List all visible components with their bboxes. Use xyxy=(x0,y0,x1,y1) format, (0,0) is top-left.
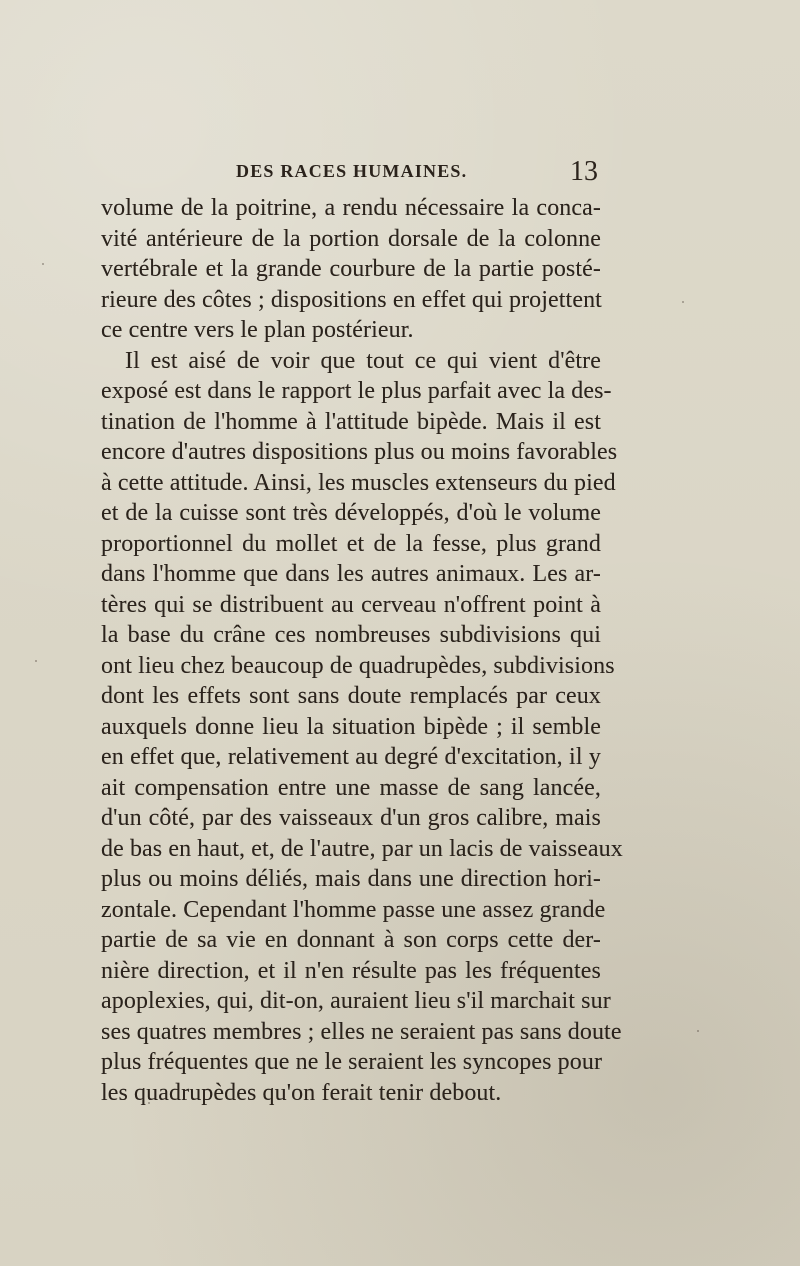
text-line: vité antérieure de la portion dorsale de la colonne xyxy=(101,225,601,252)
text-line: plus fréquentes que ne le seraient les syncopes pour xyxy=(101,1049,603,1075)
text-line: partie de sa vie en donnant à son corps cette der- xyxy=(101,927,601,953)
text-line: auxquels donne lieu la situation bipède ; il semble xyxy=(101,713,601,740)
text-line: plus ou moins déliés, mais dans une direction hori- xyxy=(101,866,601,892)
text-line: zontale. Cependant l'homme passe une assez grande xyxy=(101,896,606,923)
body-text xyxy=(101,193,623,1108)
text-line: ce centre vers le plan postérieur. xyxy=(101,317,414,343)
paper-speck xyxy=(697,1030,699,1032)
text-line: apoplexies, qui, dit-on, auraient lieu s'il marchait sur xyxy=(101,988,611,1014)
paper-speck xyxy=(682,301,684,303)
page-header xyxy=(236,158,598,188)
text-line: d'un côté, par des vaisseaux d'un gros calibre, mais xyxy=(101,805,601,831)
text-line: encore d'autres dispositions plus ou moins favorables xyxy=(101,439,618,465)
text-line: volume de la poitrine, a rendu nécessaire la conca- xyxy=(101,195,601,221)
text-line: de bas en haut, et, de l'autre, par un lacis de vaisseaux xyxy=(101,835,623,862)
paper-speck xyxy=(35,660,37,662)
text-line: tination de l'homme à l'attitude bipède. Mais il est xyxy=(101,408,601,435)
text-line: proportionnel du mollet et de la fesse, plus grand xyxy=(101,530,601,557)
running-head: DES RACES HUMAINES. xyxy=(236,161,468,181)
paper-speck xyxy=(42,263,44,265)
text-line: tères qui se distribuent au cerveau n'offrent point à xyxy=(101,591,601,618)
text-line: la base du crâne ces nombreuses subdivisions qui xyxy=(101,622,601,648)
text-line: à cette attitude. Ainsi, les muscles extenseurs du pied xyxy=(101,469,616,496)
text-line: dont les effets sont sans doute remplacés par ceux xyxy=(101,683,601,709)
text-line: nière direction, et il n'en résulte pas les fréquentes xyxy=(101,957,601,984)
text-line: vertébrale et la grande courbure de la partie posté- xyxy=(101,256,601,282)
text-line: les quadrupèdes qu'on ferait tenir debout. xyxy=(101,1079,502,1106)
text-line: ont lieu chez beaucoup de quadrupèdes, subdivisions xyxy=(101,652,615,679)
paragraph-start-line: Il est aisé de voir que tout ce qui vient d'être xyxy=(125,347,601,374)
text-line: exposé est dans le rapport le plus parfait avec la des- xyxy=(101,378,612,404)
paper-speck xyxy=(148,1102,150,1104)
text-line: dans l'homme que dans les autres animaux. Les ar- xyxy=(101,561,601,587)
text-line: en effet que, relativement au degré d'excitation, il y xyxy=(101,744,601,770)
page-number: 13 xyxy=(570,156,598,187)
text-line: ses quatres membres ; elles ne seraient pas sans doute xyxy=(101,1018,622,1045)
text-line: ait compensation entre une masse de sang lancée, xyxy=(101,774,601,801)
text-line: et de la cuisse sont très développés, d'où le volume xyxy=(101,500,601,526)
text-line: rieure des côtes ; dispositions en effet qui projettent xyxy=(101,286,602,313)
